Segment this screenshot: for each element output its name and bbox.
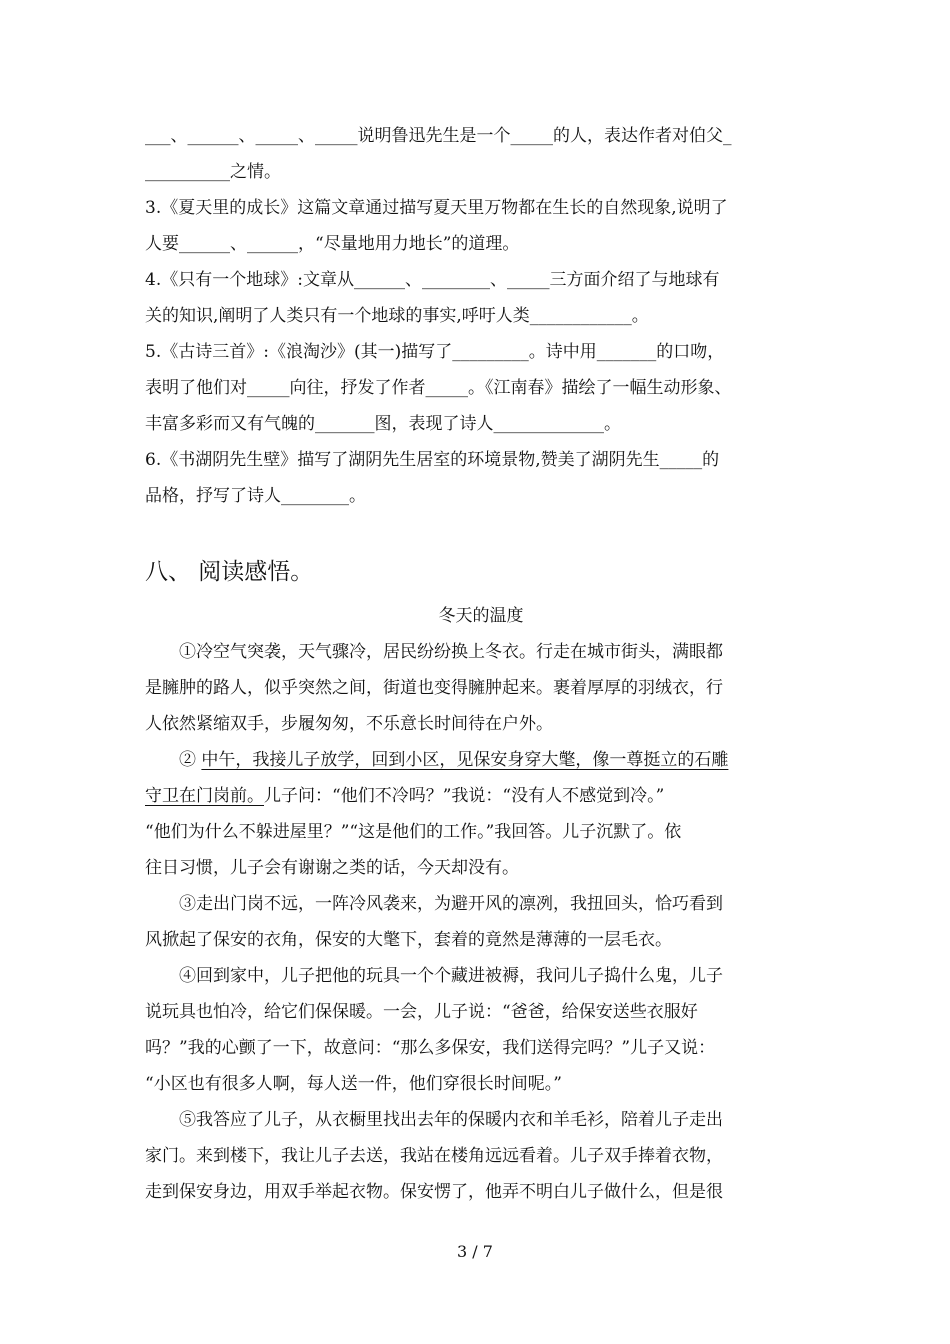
reading-section	[145, 552, 805, 1210]
story-title: 冬天的温度	[438, 606, 524, 626]
question-6-line-1: 6.《书湖阴先生壁》描写了湖阴先生居室的环境景物,赞美了湖阴先生_____的	[145, 450, 720, 470]
paragraph-5	[145, 1102, 805, 1210]
paragraph-line: “小区也有很多人啊，每人送一件，他们穿很长时间呢。”	[145, 1074, 562, 1094]
page-number: 3 / 7	[457, 1242, 493, 1261]
paragraph-line	[145, 742, 805, 778]
paragraph-line: 走到保安身边，用双手举起衣物。保安愣了，他弄不明白儿子做什么，但是很	[145, 1182, 723, 1202]
paragraph-line: 风掀起了保安的衣角，保安的大氅下，套着的竟然是薄薄的一层毛衣。	[145, 930, 672, 950]
paragraph-line: 往日习惯，儿子会有谢谢之类的话，今天却没有。	[145, 858, 519, 878]
paragraph-4	[145, 958, 805, 1102]
paragraph-3	[145, 886, 805, 958]
paragraph-line: “他们为什么不躲进屋里？”“这是他们的工作。”我回答。儿子沉默了。依	[145, 822, 682, 842]
paragraph-2	[145, 742, 805, 886]
paragraph-line: 家门。来到楼下，我让儿子去送，我站在楼角远远看着。儿子双手捧着衣物，	[145, 1146, 723, 1166]
question-5-line-2: 表明了他们对_____向往，抒发了作者_____。《江南春》描绘了一幅生动形象、	[145, 378, 732, 398]
paragraph-line: ④回到家中，儿子把他的玩具一个个藏进被褥，我问儿子捣什么鬼，儿子	[179, 966, 723, 986]
question-5-line-3: 丰富多彩而又有气魄的_______图，表现了诗人_____________。	[145, 414, 621, 434]
paragraph-1	[145, 634, 805, 742]
paragraph-line: 是臃肿的路人，似乎突然之间，街道也变得臃肿起来。裹着厚厚的羽绒衣，行	[145, 678, 723, 698]
fill-in-blanks-section	[145, 118, 805, 514]
blank-line-2: __________之情。	[145, 162, 281, 182]
question-6-line-2: 品格，抒写了诗人________。	[145, 486, 366, 506]
section-heading: 八、 阅读感悟。	[145, 559, 314, 585]
underlined-sentence: 守卫在门岗前。	[145, 786, 264, 806]
question-4-line-1: 4.《只有一个地球》:文章从______、________、_____三方面介绍了与地球有	[145, 270, 720, 290]
dialogue-text: 儿子问：“他们不冷吗？”我说：“没有人不感觉到冷。”	[264, 786, 665, 806]
question-3-line-1: 3.《夏天里的成长》这篇文章通过描写夏天里万物都在生长的自然现象,说明了	[145, 198, 728, 218]
paragraph-line: 人依然紧缩双手，步履匆匆，不乐意长时间待在户外。	[145, 714, 553, 734]
paragraph-line: 说玩具也怕冷，给它们保保暖。一会，儿子说：“爸爸，给保安送些衣服好	[145, 1002, 698, 1022]
question-5-line-1: 5.《古诗三首》:《浪淘沙》(其一)描写了_________。诗中用_______的口吻，	[145, 342, 725, 362]
document-page	[145, 118, 805, 1210]
question-3-line-2: 人要______、______，“尽量地用力地长”的道理。	[145, 234, 520, 254]
paragraph-number: ②	[179, 750, 202, 770]
question-4-line-2: 关的知识,阐明了人类只有一个地球的事实,呼吁人类____________。	[145, 306, 649, 326]
paragraph-line: ①冷空气突袭，天气骤冷，居民纷纷换上冬衣。行走在城市街头，满眼都	[179, 642, 723, 662]
paragraph-line: 吗？”我的心颤了一下，故意问：“那么多保安，我们送得完吗？”儿子又说：	[145, 1038, 716, 1058]
paragraph-line	[145, 778, 805, 814]
paragraph-line: ③走出门岗不远，一阵冷风袭来，为避开风的凛冽，我扭回头，恰巧看到	[179, 894, 723, 914]
underlined-sentence: 中午，我接儿子放学，回到小区，见保安身穿大氅，像一尊挺立的石雕	[201, 750, 729, 770]
paragraph-line: ⑤我答应了儿子，从衣橱里找出去年的保暖内衣和羊毛衫，陪着儿子走出	[179, 1110, 723, 1130]
blank-line-1: ___、______、_____、_____说明鲁迅先生是一个_____的人，表达作者对伯父_	[145, 126, 732, 146]
